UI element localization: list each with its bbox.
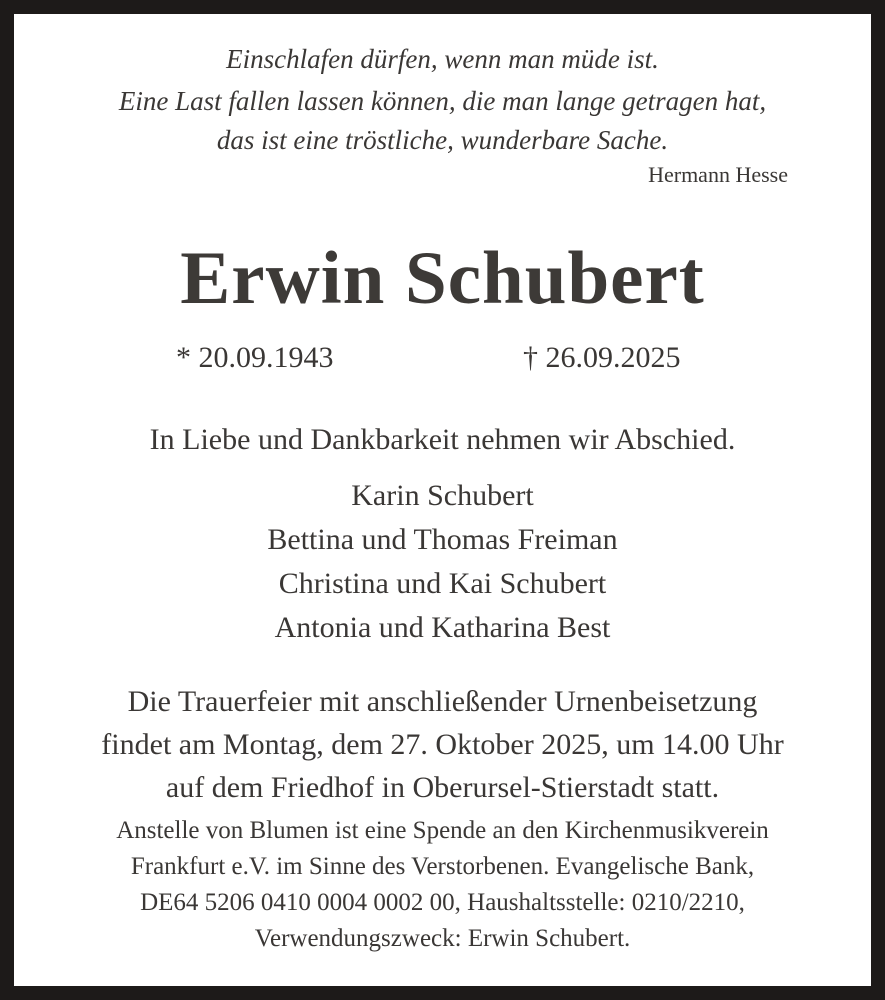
- quote-author: Hermann Hesse: [648, 162, 788, 187]
- mourner-name: Bettina und Thomas Freiman: [267, 523, 618, 556]
- quote-line-2: Eine Last fallen lassen können, die man lange getragen hat,: [118, 86, 767, 116]
- birth-date: * 20.09.1943: [176, 341, 334, 374]
- donation-line-2: Frankfurt e.V. im Sinne des Verstorbenen. Evangelische Bank,: [130, 853, 755, 880]
- service-line-3: auf dem Friedhof in Oberursel-Stierstadt statt.: [165, 771, 720, 804]
- quote-line-3: das ist eine tröstliche, wunderbare Sache.: [216, 125, 669, 155]
- mourner-name: Christina und Kai Schubert: [278, 567, 607, 600]
- quote-line-1: Einschlafen dürfen, wenn man müde ist.: [226, 44, 659, 74]
- mourner-name: Antonia und Katharina Best: [274, 611, 611, 644]
- farewell-intro: In Liebe und Dankbarkeit nehmen wir Abschied.: [149, 423, 736, 456]
- service-line-1: Die Trauerfeier mit anschließender Urnenbeisetzung: [127, 685, 758, 718]
- donation-line-3: DE64 5206 0410 0004 0002 00, Haushaltsstelle: 0210/2210,: [140, 889, 745, 916]
- death-date: † 26.09.2025: [523, 341, 681, 374]
- donation-line-4: Verwendungszweck: Erwin Schubert.: [254, 925, 631, 952]
- mourner-name: Karin Schubert: [351, 479, 534, 512]
- donation-line-1: Anstelle von Blumen ist eine Spende an den Kirchenmusikverein: [116, 817, 769, 844]
- service-line-2: findet am Montag, dem 27. Oktober 2025, um 14.00 Uhr: [101, 728, 784, 761]
- deceased-name: Erwin Schubert: [180, 237, 705, 320]
